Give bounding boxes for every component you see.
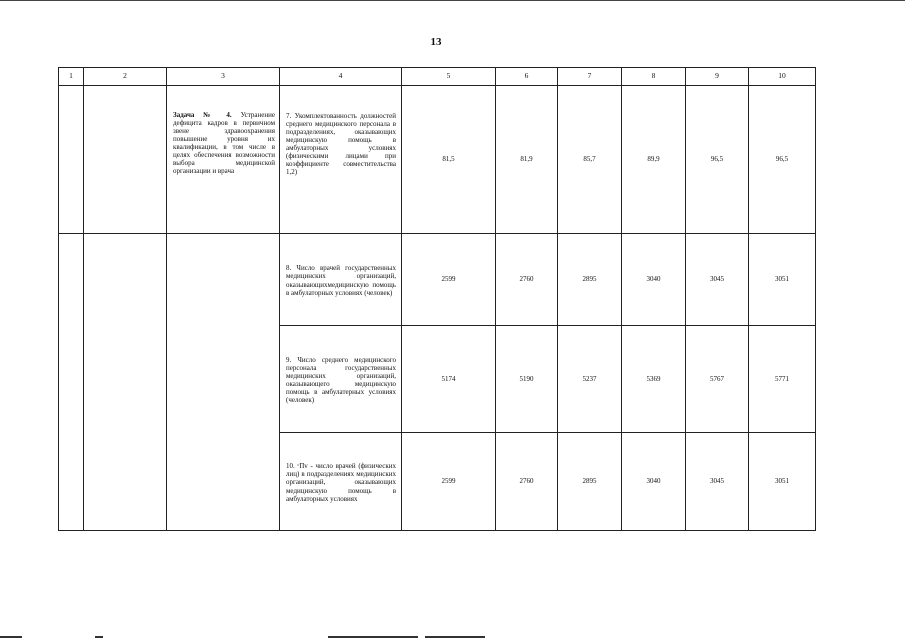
col3-cell xyxy=(167,234,280,531)
value-cell: 5190 xyxy=(496,326,558,433)
value-cell: 2599 xyxy=(402,433,496,531)
value-cell: 81,9 xyxy=(496,86,558,234)
value-cell: 89,9 xyxy=(622,86,686,234)
indicators-table xyxy=(58,67,816,531)
value-cell: 5369 xyxy=(622,326,686,433)
page-number: 13 xyxy=(430,36,442,48)
header-row xyxy=(59,68,816,86)
indicator-cell: 7. Укомплектованность должностей среднего медицинского персонала в подразделениях, оказывающих медицинскую помощь в амбулаторных условиях (физическими лицами при коэффициенте совместительства 1,2) xyxy=(280,86,402,234)
task-label: Задача № 4. xyxy=(173,111,232,119)
value-cell: 3045 xyxy=(686,234,749,326)
value-cell: 3040 xyxy=(622,433,686,531)
header-cell: 5 xyxy=(402,68,496,86)
value-cell: 96,5 xyxy=(749,86,816,234)
indicator-cell: 10. ᶜПv - число врачей (физических лиц) в подразделениях медицинских организаций, оказывающих медицинскую помощь в амбулаторных условиях xyxy=(280,433,402,531)
header-cell: 10 xyxy=(749,68,816,86)
value-cell: 3051 xyxy=(749,433,816,531)
value-cell: 5771 xyxy=(749,326,816,433)
table-row xyxy=(59,86,816,234)
value-cell: 5767 xyxy=(686,326,749,433)
value-cell: 2895 xyxy=(558,433,622,531)
value-cell: 85,7 xyxy=(558,86,622,234)
task-text: Устранение дефицита кадров в первичном звене здравоохранения повышение уровня их квалификации, в том числе в целях обеспечения возможности выбора медицинской организации и врача xyxy=(173,111,275,176)
indicator-cell: 8. Число врачей государственных медицинских организаций, оказывающихмедицинскую помощь в амбулаторных условиях (человек) xyxy=(280,234,402,326)
value-cell: 2895 xyxy=(558,234,622,326)
col2-cell xyxy=(84,234,167,531)
col1-cell xyxy=(59,86,84,234)
value-cell: 2599 xyxy=(402,234,496,326)
value-cell: 5174 xyxy=(402,326,496,433)
header-cell: 2 xyxy=(84,68,167,86)
table-row xyxy=(59,234,816,326)
header-cell: 7 xyxy=(558,68,622,86)
header-cell: 9 xyxy=(686,68,749,86)
header-cell: 4 xyxy=(280,68,402,86)
value-cell: 3045 xyxy=(686,433,749,531)
indicator-cell: 9. Число среднего медицинского персонала государственных медицинских организаций, оказывающего медицинскую помощь в амбулатерных условиях (человек) xyxy=(280,326,402,433)
value-cell: 96,5 xyxy=(686,86,749,234)
value-cell: 3051 xyxy=(749,234,816,326)
header-cell: 1 xyxy=(59,68,84,86)
task-cell xyxy=(167,86,280,234)
scan-edge-bottom xyxy=(0,634,905,640)
value-cell: 2760 xyxy=(496,234,558,326)
header-cell: 3 xyxy=(167,68,280,86)
header-cell: 8 xyxy=(622,68,686,86)
col2-cell xyxy=(84,86,167,234)
value-cell: 3040 xyxy=(622,234,686,326)
value-cell: 81,5 xyxy=(402,86,496,234)
col1-cell xyxy=(59,234,84,531)
value-cell: 2760 xyxy=(496,433,558,531)
header-cell: 6 xyxy=(496,68,558,86)
scan-edge-top xyxy=(0,0,905,1)
value-cell: 5237 xyxy=(558,326,622,433)
